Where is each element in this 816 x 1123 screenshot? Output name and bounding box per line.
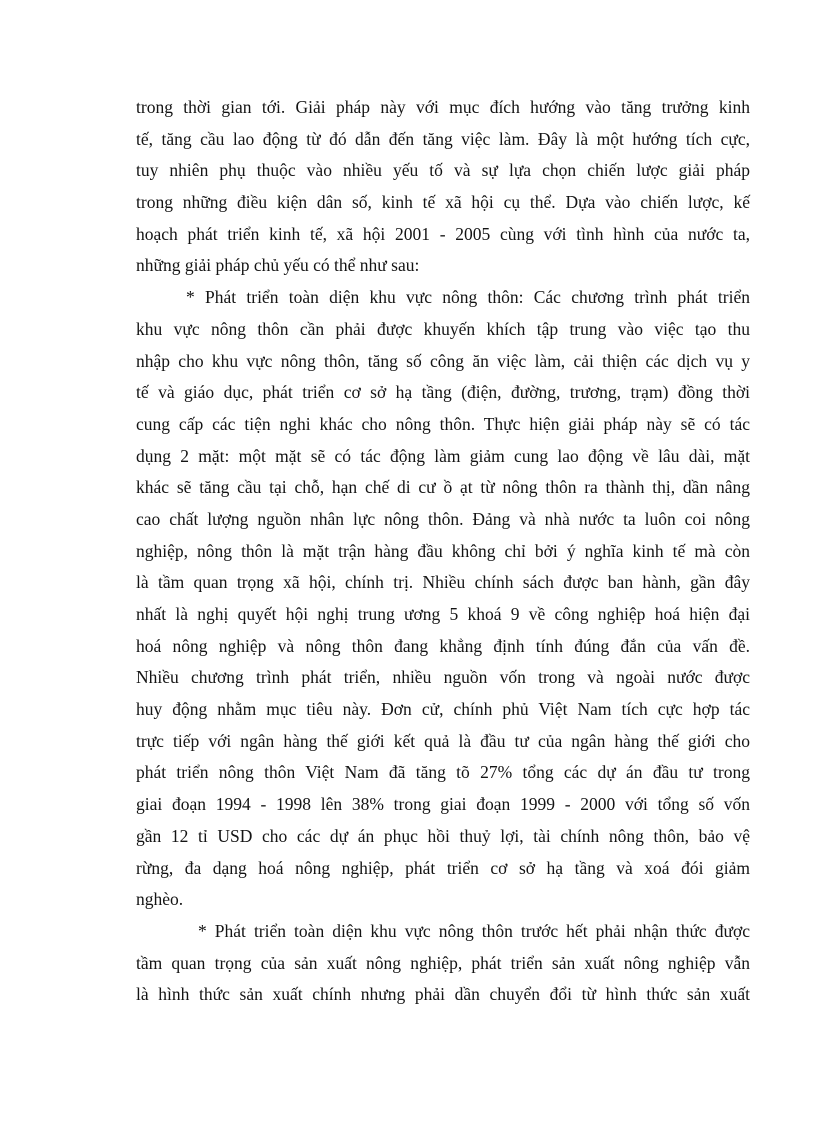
paragraph-2 — [136, 282, 750, 916]
text-line: giai đoạn 1994 - 1998 lên 38% trong giai đoạn 1999 - 2000 với tổng số vốn — [136, 794, 750, 815]
text-line: trong những điều kiện dân số, kinh tế xã hội cụ thể. Dựa vào chiến lược, kế — [136, 192, 750, 213]
text-line: dụng 2 mặt: một mặt sẽ có tác động làm giảm cung lao động về lâu dài, mặt — [136, 445, 750, 466]
text-line: nghiệp, nông thôn là mặt trận hàng đầu không chỉ bởi ý nghĩa kinh tế mà còn — [136, 540, 750, 561]
text-line: nghèo. — [136, 889, 184, 910]
text-line: khác sẽ tăng cầu tại chỗ, hạn chế di cư ồ ạt từ nông thôn ra thành thị, dần nâng — [136, 477, 750, 498]
text-line: hoạch phát triển kinh tế, xã hội 2001 - 2005 cùng với tình hình của nước ta, — [136, 223, 750, 244]
text-line: trong thời gian tới. Giải pháp này với mục đích hướng vào tăng trưởng kinh — [136, 97, 750, 117]
text-line: hoá nông nghiệp và nông thôn đang khẳng định tính đúng đắn của vấn đề. — [136, 635, 750, 656]
text-line: cung cấp các tiện nghi khác cho nông thôn. Thực hiện giải pháp này sẽ có tác — [136, 413, 750, 434]
text-line: * Phát triển toàn diện khu vực nông thôn: Các chương trình phát triển — [186, 287, 750, 308]
text-line: nhất là nghị quyết hội nghị trung ương 5 khoá 9 về công nghiệp hoá hiện đại — [136, 604, 750, 624]
text-line: cao chất lượng nguồn nhân lực nông thôn. Đảng và nhà nước ta luôn coi nông — [136, 508, 750, 529]
text-line: những giải pháp chủ yếu có thể như sau: — [136, 255, 420, 276]
text-line: khu vực nông thôn cần phải được khuyến khích tập trung vào việc tạo thu — [136, 318, 750, 339]
text-line: Nhiều chương trình phát triển, nhiều nguồn vốn trong và ngoài nước được — [136, 667, 750, 688]
document-body — [136, 92, 750, 1011]
text-line: là tầm quan trọng xã hội, chính trị. Nhiều chính sách được ban hành, gần đây — [136, 572, 750, 593]
text-line: là hình thức sản xuất chính nhưng phải dần chuyển đổi từ hình thức sản xuất — [136, 984, 750, 1005]
text-line: gần 12 tỉ USD cho các dự án phục hồi thuỷ lợi, tài chính nông thôn, bảo vệ — [136, 825, 750, 846]
text-line: phát triển nông thôn Việt Nam đã tăng tõ 27% tổng các dự án đầu tư trong — [136, 762, 750, 783]
text-line: tầm quan trọng của sản xuất nông nghiệp, phát triển sản xuất nông nghiệp vẫn — [136, 952, 750, 973]
text-line: * Phát triển toàn diện khu vực nông thôn trước hết phải nhận thức được — [198, 920, 750, 941]
paragraph-3 — [136, 916, 750, 1011]
paragraph-1 — [136, 92, 750, 282]
text-line: tế, tăng cầu lao động từ đó dẫn đến tăng việc làm. Đây là một hướng tích cực, — [136, 128, 750, 149]
text-line: tế và giáo dục, phát triển cơ sở hạ tầng (điện, đường, trương, trạm) đồng thời — [136, 382, 750, 403]
text-line: nhập cho khu vực nông thôn, tăng số công ăn việc làm, cải thiện các dịch vụ y — [136, 350, 750, 371]
text-line: rừng, đa dạng hoá nông nghiệp, phát triển cơ sở hạ tầng và xoá đói giảm — [136, 857, 750, 878]
text-line: tuy nhiên phụ thuộc vào nhiều yếu tố và sự lựa chọn chiến lược giải pháp — [136, 160, 750, 181]
text-line: trực tiếp với ngân hàng thế giới kết quả là đầu tư của ngân hàng thế giới cho — [136, 730, 750, 751]
text-line: huy động nhằm mục tiêu này. Đơn cử, chính phủ Việt Nam tích cực hợp tác — [136, 699, 750, 720]
